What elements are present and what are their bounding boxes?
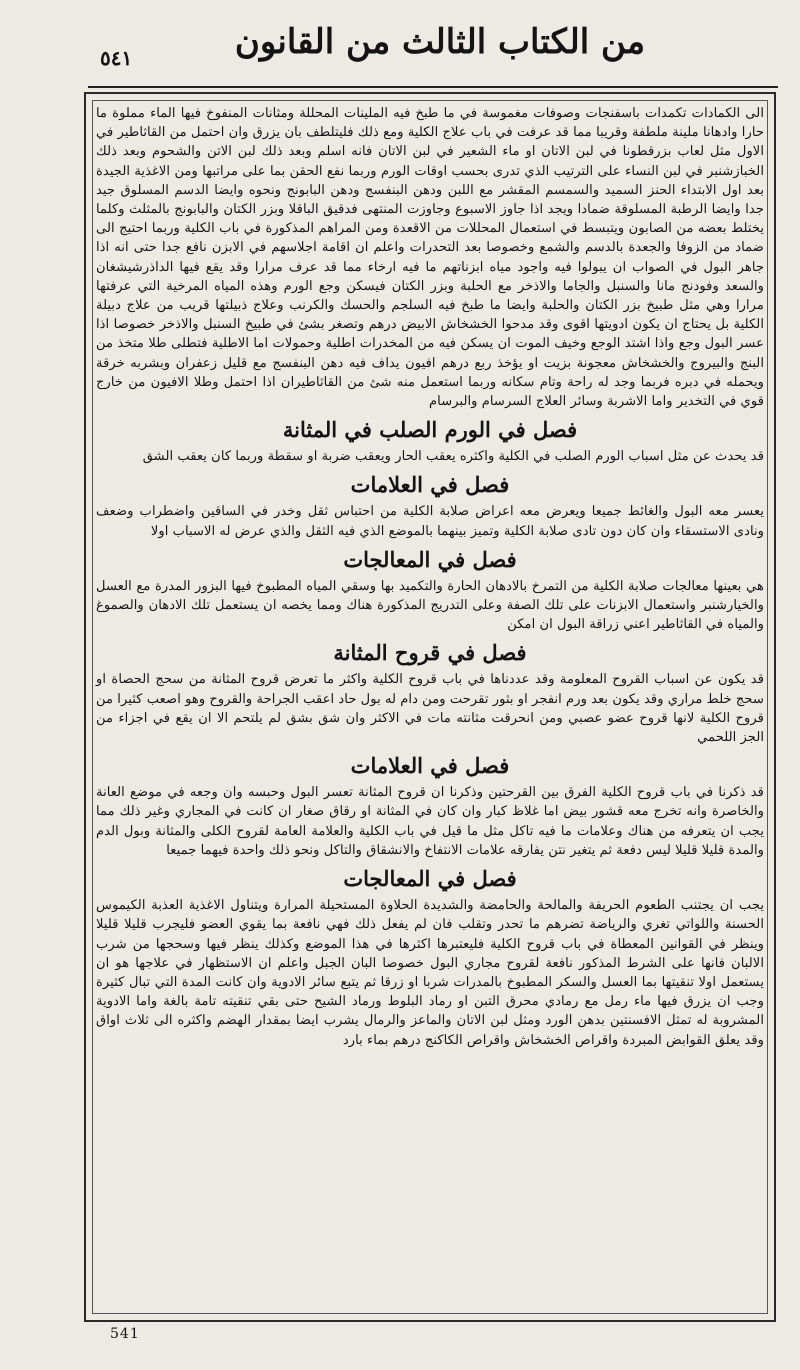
section-heading: فصل في الورم الصلب في المثانة — [282, 417, 578, 443]
section-heading: فصل في العلامات — [350, 472, 510, 498]
page-number-bottom: 541 — [110, 1326, 140, 1342]
header-rule — [88, 86, 778, 88]
paragraph: قد يكون عن اسباب القروح المعلومة وقد عددناها في باب قروح الكلية واكثر ما تعرض قروح المثانة من سحج الحصاة او سحج خلط مراري وقد يكون بعد ورم انفجر او بثور تقرحت ومن دام له بول حاد اعقب الجراحة والقروح وهو اصعب كثيرا من قروح الكلية لانها قروح عضو عصبي ومن انحرقت مثانته مات في الاكثر وان شق بشق لم يلتحم الا ان يقع في اجزاء من الجز اللحمي — [96, 672, 764, 746]
paragraph: الى الكمادات تكمدات باسفنجات وصوفات مغموسة في ما طبخ فيه الملينات المحللة ومثانات المنفوخ فيها الماء مملوة ما حارا وادهانا ملينة ملطفة وقريبا مما قد عرفت في باب علاج الكلية ومع ذلك فليتلطف بان يزرق وان احتمل من القاثاطير في الاول مثل لعاب بزرقطونا في لبن الاتان او ماء الشعير في لبن الاتان فانه اسلم وبعد ذلك لبن الاتن والشحوم وبعد ذلك الخبازشنبر في لبن النساء على الترتيب الذي تدرى بحسب اوقات الورم وربما نفع الحقن بما على مراتبها ومن الاغذية الجيدة بعد اول الابتداء الحنز السميد والسمسم المقشر مع اللبن ودهن البنفسج ودهن البابونج ونحوه وايضا الدسم المسلوق جيد جدا وايضا الرطبة المسلوقة ضمادا ويجد اذا جاوز الاسبوع وجاوزت المنتهى فدقيق الباقلا وبزر الكتان والبابونج بالمثلث وكلما يختلط بعضه من الصابون ويتبسط في استعمال المحللات من الاقعدة ومن المراهم المذكورة في باب الكلية وربما احتيج الى ضماد من الزوفا والجعدة بالدسم والشمع وخصوصا بعد التحدرات واعلم ان اقامة اجلاسهم في الابزن نافع جدا حتى انه اذا جاهر البول في الصواب ان يبولوا فيه واجود مياه ابزناتهم ما فيه ارخاء مما قد عرف مرارا وقد يقع فيها الداذرشيشغان والسعد وفودنج مانا والسنبل والجاما والاذخر مع الحلبة وبزر الكتان فيسكن وجع الورم وهذه المياه المرخية التي عرفتها مرارا وهي مثل طبيخ بزر الكتان والحلبة وايضا ما طبخ فيه السلجم والحسك والكرنب وعلاج ذبيلتها قريب من علاج دبيلة الكلية بل يحتاج ان يكون ادويتها اقوى وقد مدحوا الخشخاش الابيض درهم وتصغر بشئ في طبيخ السنبل والاذخر خصوصا اذا عسر البول وجع واذا اشتد الوجع وخيف الموت ان يسكن فيه من المخدرات اطلية وحمولات اما الاطلية فتطلى طلا متخذ من البنج والبيروج والخشخاش معجونة بزيت او يؤخذ ربع درهم افيون يداف فيه دهن البنفسج مع قليل زعفران وبشربه خرقة ويحمله في دبره فربما وجد له راحة وتام سكانه وربما استعمل منه شئ من القاثاطيران اذا احتمل وطلا الافيون من خارج قوي في التخدير واما الاشربة وسائر العلاج السرسام والبرسام — [96, 106, 764, 410]
paragraph: يعسر معه البول والغائط جميعا ويعرض معه اعراض صلابة الكلية من احتباس ثقل وخدر في الساقين واضطراب وضعف ونادى الاستسقاء وان كان دون تادى صلابة الكلية وتميز بينهما بالموضع الذي فيه الثقل والذي عرض له الاسباب اولا — [96, 504, 764, 539]
paragraph: قد ذكرنا في باب قروح الكلية الفرق بين القرحتين وذكرنا ان قروح المثانة تعسر البول وحبسه وان وجعه في موضع العانة والخاصرة وانه تخرج معه قشور بيض اما غلاظ كبار وان كان في المثانة او رقاق صغار ان كانت في المجاري وغير ذلك مما يجب ان يتعرفه من هناك وعلامات ما فيه تاكل مثل ما قيل في باب الكلية والعلامة العامة لقروح الكلى والمثانة وبول الدم والمدة قليلا قليلا ليس دفعة ثم يتغير نتن يفارقه علامات الانتفاخ والانشقاق والتاكل ونحو ذلك واحدة فيهما جميعا — [96, 785, 764, 858]
section-heading: فصل في المعالجات — [343, 546, 517, 572]
main-text-block — [96, 104, 764, 1316]
paragraph: قد يحدث عن مثل اسباب الورم الصلب في الكلية واكثره يعقب الحار ويعقب ضربة او سقطة وربما كان يعقب الشق — [142, 449, 764, 465]
page-number-top: ٥٤١ — [100, 46, 133, 70]
section-heading: فصل في قروح المثانة — [333, 640, 527, 666]
paragraph: هي بعينها معالجات صلابة الكلية من التمرخ بالادهان الحارة والتكميد بها وسقي المياه المطبوخ فيها البزور المدرة مع العسل والخيارشنبر واستعمال الابزنات على تلك الصفة وعلى التدريج المذكورة هناك ومما يخصه ان يستعمل تلك الادهان والصموغ والمياه في القاثاطير اعني زراقة البول ان امكن — [96, 578, 764, 633]
section-heading: فصل في المعالجات — [343, 866, 517, 892]
section-heading: فصل في العلامات — [350, 753, 510, 779]
paragraph: يجب ان يجتنب الطعوم الحريفة والمالحة والحامضة والشديدة الحلاوة المستحيلة المرارة ويتناول الاغذية العذبة الكيموس الحسنة واللواتي تغري والرياضة تضرهم ما تحدر وتقلب فان لم يفعل ذلك فهي نافعة بما يقوي العضو فليجرب قليلا قليلا وينظر في القوانين المعطاة في باب قروح الكلية فليعتبرها اكثرها في هذا الموضع وكذلك ينظر فيها وسحجها من شرب الالبان فانها على الشرط المذكور نافعة لقروح مجاري البول خصوصا البان الجبل واعلم ان الاستظهار في علاجها هو ان يستعمل اولا تنقيتها بما العسل والسكر المطبوخ بالمدرات شربا او زرقا ثم يتبع سائر الادوية وان كانت المدة التي تبال كثيرة وجب ان يزرق فيها ماء رمل مع رمادي محرق التبن او رماد البلوط ورماد الشيح حتى بقي تنقيته تامة بالغة واما الادوية المشروبة له تمثل الافسنتين بدهن الورد ومثل لبن الاتان والماعز والرمال يشرب ايضا بمقدار الهضم واكثره الى ثلاث اواق وقد يعلق القوابض المبردة واقراص الخشخاش واقراص الكاكنج درهم بماء بارد — [96, 898, 764, 1048]
running-head: من الكتاب الثالث من القانون — [234, 22, 646, 62]
